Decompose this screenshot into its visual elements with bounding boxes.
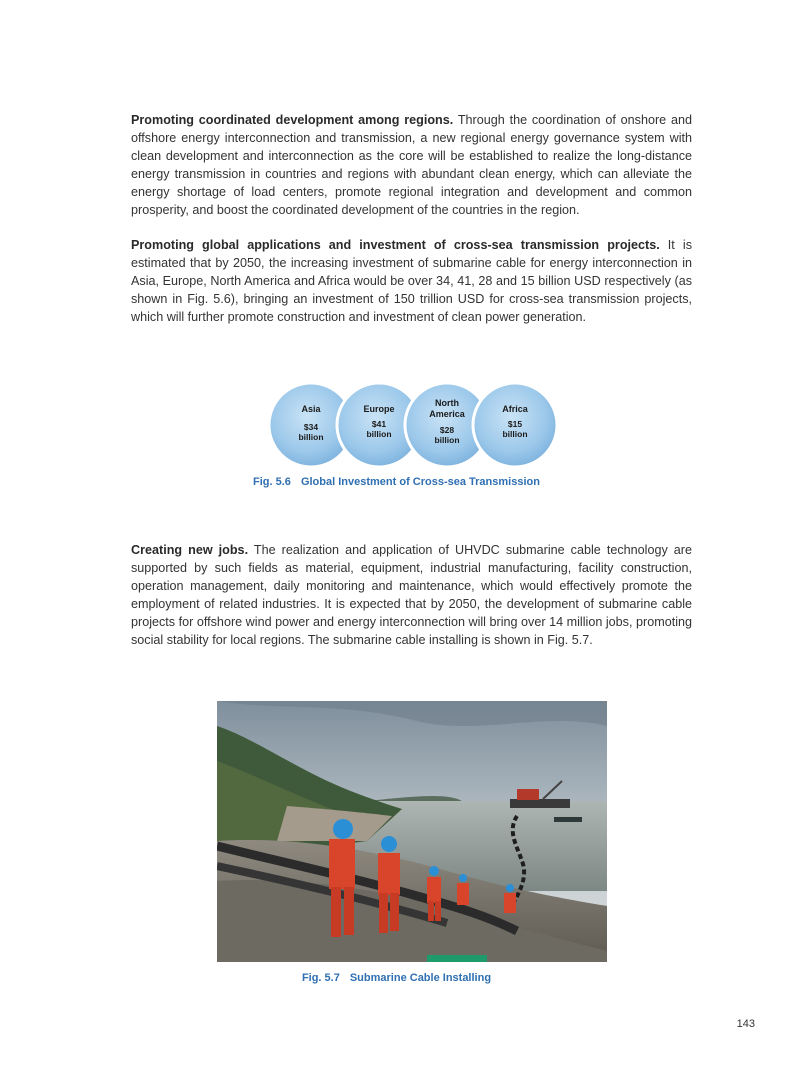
circle-amount-label: $41 [371, 419, 387, 429]
paragraph-new-jobs [131, 541, 692, 649]
page-number: 143 [736, 1018, 755, 1030]
figure-5-7-caption [0, 972, 793, 984]
paragraph-global-investment [131, 236, 692, 326]
paragraph-lead: Promoting coordinated development among regions. [131, 113, 454, 127]
circle-amount-label: $34 [303, 422, 319, 432]
circle-amount-label: $15 [507, 419, 523, 429]
paragraph-body: Through the coordination of onshore and offshore energy interconnection and transmission, a new regional energy governance system with clean development and interconnection as the core will be established to realize the long-distance energy transmission in countries and regions with abundant clean energy, which can alleviate the energy shortage of load centers, promote regional integration and development and common prosperity, and boost the coordinated development of the countries in the region. [131, 113, 692, 217]
submarine-cable-photo [217, 701, 607, 962]
circle-africa [473, 383, 557, 467]
circle-region-label: Europe [363, 404, 395, 414]
figure-title: Submarine Cable Installing [349, 972, 492, 984]
paragraph-lead: Creating new jobs. [131, 543, 249, 557]
circle-amount-label: $28 [439, 425, 455, 435]
figure-title: Global Investment of Cross-sea Transmission [300, 476, 540, 488]
circle-region-label: Asia [301, 404, 321, 414]
circle-region-label-line2: America [429, 409, 465, 419]
circle-unit-label: billion [366, 429, 392, 439]
figure-number: Fig. 5.6 [253, 476, 291, 488]
paragraph-body: The realization and application of UHVDC submarine cable technology are supported by such fields as material, equipment, industrial manufacturing, facility construction, operation management, daily monitoring and maintenance, which would effectively promote the employment of related industries. It is expected that by 2050, the development of submarine cable projects for offshore wind power and energy interconnection will bring over 14 million jobs, promoting social stability for local regions. The submarine cable installing is shown in Fig. 5.7. [131, 543, 692, 647]
paragraph-body: It is estimated that by 2050, the increasing investment of submarine cable for energy interconnection in Asia, Europe, North America and Africa would be over 34, 41, 28 and 15 billion USD respectively (as shown in Fig. 5.6), bringing an investment of 150 trillion USD for cross-sea transmission projects, which will further promote construction and investment of clean power generation. [131, 238, 692, 324]
investment-circles-figure [266, 380, 558, 470]
paragraph-lead: Promoting global applications and investment of cross-sea transmission projects. [131, 238, 660, 252]
circle-region-label: Africa [502, 404, 528, 414]
figure-5-6-caption [0, 476, 793, 488]
paragraph-regional-development [131, 111, 692, 219]
circle-region-label: North [435, 398, 459, 408]
circle-unit-label: billion [502, 429, 528, 439]
figure-number: Fig. 5.7 [301, 972, 340, 984]
circle-unit-label: billion [298, 432, 324, 442]
circle-unit-label: billion [434, 435, 460, 445]
